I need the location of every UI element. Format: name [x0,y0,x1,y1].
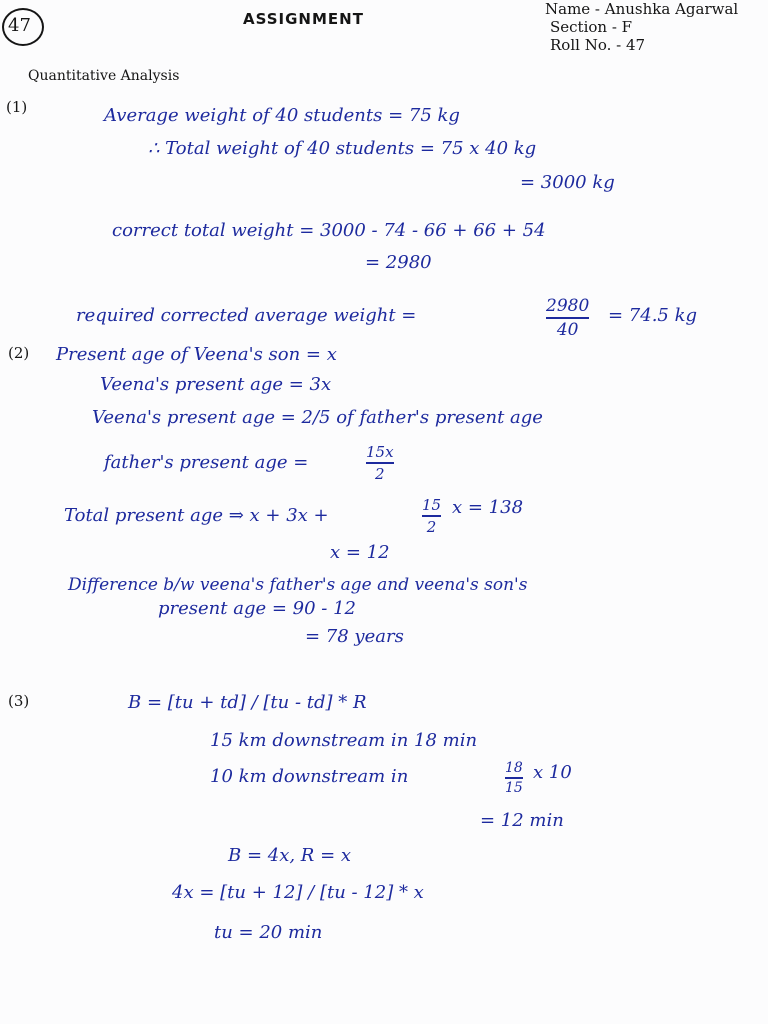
q1-number: (1) [6,98,28,116]
q2-father-age-denominator: 2 [375,465,385,483]
q1-line-5: = 2980 [365,252,432,273]
fraction-bar [505,777,523,779]
q3-line-1: B = [tu + td] / [tu - td] * R [128,692,367,713]
student-section: Section - F [550,18,633,36]
q1-line-6-prefix: required corrected average weight = [76,305,417,326]
q3-number: (3) [8,692,30,710]
q3-line-4: = 12 min [480,810,564,831]
student-roll-number: Roll No. - 47 [550,36,646,54]
q2-line-5-suffix: x = 138 [452,497,524,518]
q2-line-5-prefix: Total present age ⇒ x + 3x + [64,505,329,526]
q2-father-age-numerator: 15x [366,443,394,461]
q3-fraction-numerator: 18 [505,760,523,776]
q2-line-4-prefix: father's present age = [104,452,309,473]
q2-line-2: Veena's present age = 3x [100,374,332,395]
fraction-bar [366,462,394,464]
q1-line-4: correct total weight = 3000 - 74 - 66 + 66 + 54 [112,220,546,241]
q1-line-3: = 3000 kg [520,172,615,193]
q1-line-1: Average weight of 40 students = 75 kg [104,105,460,126]
q2-number: (2) [8,344,30,362]
assignment-title: ASSIGNMENT [243,10,364,28]
q1-fraction-numerator: 2980 [546,296,590,316]
q2-line-7: Difference b/w veena's father's age and veena's son's [68,575,528,595]
q3-line-3-prefix: 10 km downstream in [210,766,409,787]
q3-line-3-suffix: x 10 [533,762,572,783]
q2-total-age-denominator: 2 [426,518,437,536]
q2-total-age-numerator: 15 [422,496,442,514]
q3-line-7: tu = 20 min [214,922,323,943]
q1-fraction-denominator: 40 [556,320,579,340]
q3-fraction [505,760,523,796]
student-name: Name - Anushka Agarwal [545,0,739,18]
q2-line-1: Present age of Veena's son = x [56,344,337,365]
q3-fraction-denominator: 15 [505,780,523,796]
subject-heading: Quantitative Analysis [28,68,180,84]
q2-total-age-fraction [422,496,441,536]
q3-line-6: 4x = [tu + 12] / [tu - 12] * x [172,882,424,903]
q2-line-6: x = 12 [330,542,390,563]
q2-father-age-fraction [366,443,394,483]
fraction-bar [546,317,589,319]
q1-line-6-suffix: = 74.5 kg [608,305,698,326]
q2-line-9: = 78 years [305,626,404,647]
q1-line-2: ∴ Total weight of 40 students = 75 x 40 kg [148,138,537,159]
q2-line-3: Veena's present age = 2/5 of father's present age [92,407,543,428]
q2-line-8: present age = 90 - 12 [158,598,356,619]
q1-fraction [546,296,589,340]
page-number: 47 [8,15,31,36]
q3-line-5: B = 4x, R = x [228,845,352,866]
fraction-bar [422,515,441,517]
q3-line-2: 15 km downstream in 18 min [210,730,478,751]
